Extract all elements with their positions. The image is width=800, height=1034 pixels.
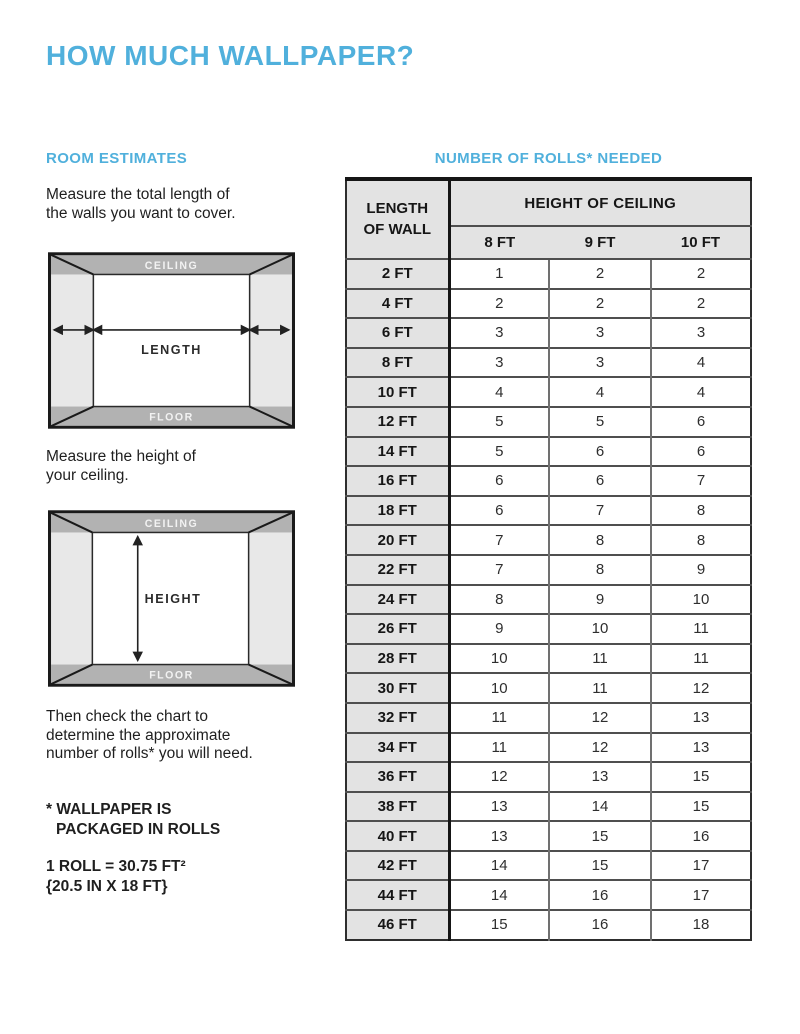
rolls-needed-heading: NUMBER OF ROLLS* NEEDED [434, 150, 663, 167]
cell-value: 13 [449, 821, 549, 851]
row-label: 10 FT [346, 377, 449, 407]
footnote-line: PACKAGED IN ROLLS [56, 821, 221, 839]
cell-value: 12 [449, 762, 549, 792]
instruction-line: Measure the height of [46, 448, 196, 465]
height-dimension-label: HEIGHT [144, 592, 202, 607]
cell-value: 10 [449, 673, 549, 703]
cell-value: 6 [549, 437, 651, 467]
table-row [346, 644, 751, 674]
table-row [346, 851, 751, 881]
row-label: 8 FT [346, 348, 449, 378]
cell-value: 15 [651, 762, 751, 792]
cell-value: 12 [549, 703, 651, 733]
floor-label: FLOOR [149, 411, 194, 424]
cell-value: 10 [651, 585, 751, 615]
cell-value: 9 [549, 585, 651, 615]
floor-label: FLOOR [149, 669, 194, 682]
cell-value: 6 [651, 407, 751, 437]
row-label: 24 FT [346, 585, 449, 615]
table-row [346, 585, 751, 615]
measure-height-instruction [46, 448, 316, 485]
row-label: 38 FT [346, 792, 449, 822]
row-label: 12 FT [346, 407, 449, 437]
table-row [346, 555, 751, 585]
row-label: 4 FT [346, 289, 449, 319]
row-label: 16 FT [346, 466, 449, 496]
cell-value: 15 [549, 851, 651, 881]
cell-value: 4 [651, 348, 751, 378]
rolls-table-body [346, 259, 751, 940]
cell-value: 16 [549, 880, 651, 910]
row-label: 20 FT [346, 525, 449, 555]
instruction-line: Measure the total length of [46, 186, 230, 203]
room-estimates-heading: ROOM ESTIMATES [46, 150, 188, 167]
row-label: 34 FT [346, 733, 449, 763]
cell-value: 8 [549, 525, 651, 555]
cell-value: 6 [651, 437, 751, 467]
rolls-needed-table [345, 177, 752, 941]
room-height-diagram [48, 510, 295, 687]
cell-value: 13 [651, 733, 751, 763]
column-header-8ft: 8 FT [449, 226, 549, 259]
ceiling-label: CEILING [144, 517, 199, 530]
table-row [346, 377, 751, 407]
row-label: 26 FT [346, 614, 449, 644]
cell-value: 10 [449, 644, 549, 674]
cell-value: 2 [549, 289, 651, 319]
table-row [346, 880, 751, 910]
page-title: HOW MUCH WALLPAPER? [46, 40, 415, 71]
cell-value: 6 [549, 466, 651, 496]
back-wall [93, 274, 249, 406]
cell-value: 11 [449, 733, 549, 763]
table-row [346, 348, 751, 378]
instruction-line: determine the approximate [46, 726, 231, 744]
row-label: 36 FT [346, 762, 449, 792]
cell-value: 8 [651, 496, 751, 526]
height-of-ceiling-header: HEIGHT OF CEILING [449, 179, 751, 226]
cell-value: 8 [449, 585, 549, 615]
row-label: 42 FT [346, 851, 449, 881]
cell-value: 7 [449, 555, 549, 585]
cell-value: 14 [449, 880, 549, 910]
cell-value: 17 [651, 880, 751, 910]
cell-value: 15 [449, 910, 549, 940]
column-header-9ft: 9 FT [549, 226, 651, 259]
column-header-10ft: 10 FT [651, 226, 751, 259]
cell-value: 2 [651, 259, 751, 289]
cell-value: 16 [651, 821, 751, 851]
cell-value: 15 [549, 821, 651, 851]
cell-value: 14 [449, 851, 549, 881]
table-row [346, 525, 751, 555]
cell-value: 9 [449, 614, 549, 644]
table-row [346, 407, 751, 437]
table-row [346, 673, 751, 703]
cell-value: 8 [549, 555, 651, 585]
row-label: 32 FT [346, 703, 449, 733]
row-label: 30 FT [346, 673, 449, 703]
length-dimension-label: LENGTH [141, 343, 202, 358]
cell-value: 7 [449, 525, 549, 555]
table-row [346, 318, 751, 348]
cell-value: 2 [549, 259, 651, 289]
instruction-line: the walls you want to cover. [46, 204, 236, 222]
length-of-wall-header [346, 179, 449, 259]
cell-value: 4 [651, 377, 751, 407]
roll-size-line: 1 ROLL = 30.75 FT² [46, 858, 186, 875]
cell-value: 7 [549, 496, 651, 526]
cell-value: 11 [651, 644, 751, 674]
row-label: 28 FT [346, 644, 449, 674]
row-label: 46 FT [346, 910, 449, 940]
roll-size-line: {20.5 IN X 18 FT} [46, 878, 168, 896]
table-header-row [346, 179, 751, 226]
measure-length-instruction [46, 186, 316, 223]
cell-value: 15 [651, 792, 751, 822]
cell-value: 12 [549, 733, 651, 763]
instruction-line: your ceiling. [46, 466, 129, 484]
table-row [346, 614, 751, 644]
cell-value: 3 [449, 318, 549, 348]
row-label: 44 FT [346, 880, 449, 910]
room-length-diagram [48, 252, 295, 429]
header-line: OF WALL [363, 220, 431, 238]
cell-value: 6 [449, 496, 549, 526]
row-label: 2 FT [346, 259, 449, 289]
wallpaper-rolls-footnote [46, 800, 220, 840]
cell-value: 12 [651, 673, 751, 703]
table-row [346, 259, 751, 289]
cell-value: 13 [651, 703, 751, 733]
row-label: 40 FT [346, 821, 449, 851]
cell-value: 1 [449, 259, 549, 289]
table-row [346, 496, 751, 526]
check-chart-instruction [46, 708, 316, 764]
cell-value: 3 [549, 348, 651, 378]
ceiling-label: CEILING [144, 259, 199, 272]
row-label: 14 FT [346, 437, 449, 467]
row-label: 18 FT [346, 496, 449, 526]
cell-value: 2 [651, 289, 751, 319]
table-row [346, 437, 751, 467]
cell-value: 17 [651, 851, 751, 881]
table-row [346, 910, 751, 940]
row-label: 6 FT [346, 318, 449, 348]
cell-value: 11 [449, 703, 549, 733]
table-row [346, 703, 751, 733]
cell-value: 5 [449, 437, 549, 467]
cell-value: 2 [449, 289, 549, 319]
table-row [346, 762, 751, 792]
cell-value: 7 [651, 466, 751, 496]
cell-value: 4 [449, 377, 549, 407]
cell-value: 9 [651, 555, 751, 585]
cell-value: 18 [651, 910, 751, 940]
cell-value: 16 [549, 910, 651, 940]
table-row [346, 289, 751, 319]
cell-value: 10 [549, 614, 651, 644]
row-label: 22 FT [346, 555, 449, 585]
header-line: LENGTH [366, 200, 429, 218]
cell-value: 4 [549, 377, 651, 407]
cell-value: 6 [449, 466, 549, 496]
rolls-table-head [346, 179, 751, 259]
instruction-line: Then check the chart to [46, 708, 208, 725]
table-row [346, 466, 751, 496]
cell-value: 14 [549, 792, 651, 822]
cell-value: 3 [449, 348, 549, 378]
cell-value: 13 [449, 792, 549, 822]
cell-value: 5 [549, 407, 651, 437]
cell-value: 5 [449, 407, 549, 437]
cell-value: 3 [549, 318, 651, 348]
cell-value: 8 [651, 525, 751, 555]
footnote-line: * WALLPAPER IS [46, 801, 172, 818]
cell-value: 11 [651, 614, 751, 644]
rolls-table-container [345, 177, 752, 941]
cell-value: 11 [549, 673, 651, 703]
table-row [346, 733, 751, 763]
instruction-line: number of rolls* you will need. [46, 745, 253, 763]
cell-value: 11 [549, 644, 651, 674]
roll-size-info [46, 857, 186, 897]
table-row [346, 821, 751, 851]
cell-value: 13 [549, 762, 651, 792]
table-row [346, 792, 751, 822]
cell-value: 3 [651, 318, 751, 348]
